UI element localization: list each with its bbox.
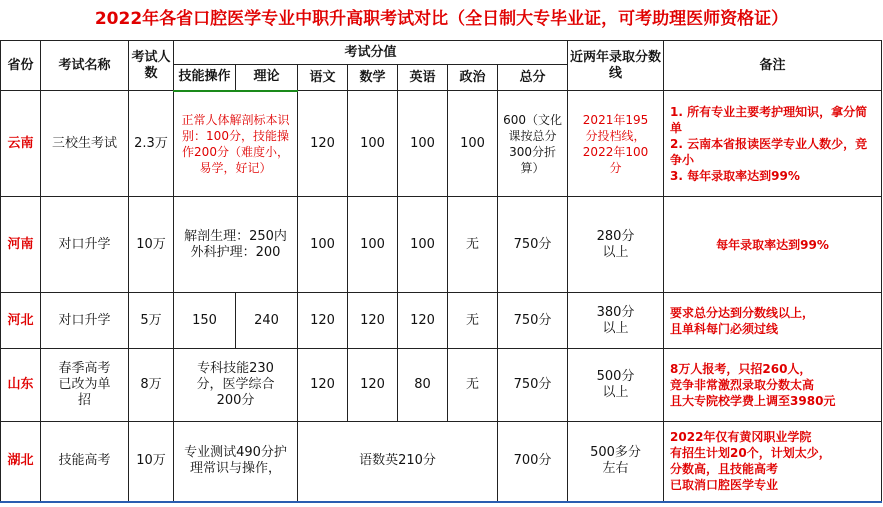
header-candidates: 考试人数 bbox=[129, 41, 174, 91]
note-line: 有招生计划20个，计划太少， bbox=[670, 446, 831, 461]
page-title: 2022年各省口腔医学专业中职升高职考试对比（全日制大专毕业证，可考助理医师资格证） bbox=[94, 9, 789, 29]
skill-theory-cell: 专业测试490分护理常识与操作， bbox=[174, 422, 298, 502]
table-row bbox=[1, 197, 882, 293]
header-province: 省份 bbox=[1, 41, 41, 91]
table-row bbox=[1, 91, 882, 197]
total-cell: 750分 bbox=[498, 349, 568, 422]
province-cell: 河北 bbox=[1, 293, 41, 349]
province-cell: 云南 bbox=[1, 91, 41, 197]
candidates-cell: 2.3万 bbox=[129, 91, 174, 197]
math-cell: 120 bbox=[348, 293, 398, 349]
note-line: 3. 每年录取率达到99% bbox=[670, 168, 800, 183]
english-cell: 120 bbox=[398, 293, 448, 349]
politics-cell: 无 bbox=[448, 349, 498, 422]
theory-cell: 240 bbox=[236, 293, 298, 349]
cutoff-cell: 2021年195分投档线，2022年100分 bbox=[568, 91, 664, 197]
politics-cell: 无 bbox=[448, 293, 498, 349]
total-cell: 750分 bbox=[498, 293, 568, 349]
note-line: 且单科每门必须过线 bbox=[670, 321, 779, 336]
header-row-1 bbox=[1, 41, 882, 65]
province-cell: 山东 bbox=[1, 349, 41, 422]
header-theory: 理论 bbox=[236, 65, 298, 91]
comparison-table bbox=[0, 40, 882, 503]
table-row bbox=[1, 422, 882, 502]
math-cell: 100 bbox=[348, 91, 398, 197]
english-cell: 100 bbox=[398, 197, 448, 293]
math-cell: 100 bbox=[348, 197, 398, 293]
total-cell: 750分 bbox=[498, 197, 568, 293]
header-skill: 技能操作 bbox=[174, 65, 236, 91]
exam-name-cell: 春季高考已改为单招 bbox=[41, 349, 129, 422]
exam-name-cell: 三校生考试 bbox=[41, 91, 129, 197]
table-row bbox=[1, 349, 882, 422]
candidates-cell: 10万 bbox=[129, 422, 174, 502]
subjects-combined-cell: 语数英210分 bbox=[298, 422, 498, 502]
cutoff-cell: 380分以上 bbox=[568, 293, 664, 349]
header-math: 数学 bbox=[348, 65, 398, 91]
note-line: 2022年仅有黄冈职业学院 bbox=[670, 430, 812, 445]
chinese-cell: 120 bbox=[298, 91, 348, 197]
candidates-cell: 5万 bbox=[129, 293, 174, 349]
cutoff-cell: 280分以上 bbox=[568, 197, 664, 293]
header-notes: 备注 bbox=[664, 41, 882, 91]
header-chinese: 语文 bbox=[298, 65, 348, 91]
header-english: 英语 bbox=[398, 65, 448, 91]
notes-cell bbox=[664, 197, 882, 293]
english-cell: 80 bbox=[398, 349, 448, 422]
cutoff-cell: 500多分左右 bbox=[568, 422, 664, 502]
chinese-cell: 120 bbox=[298, 293, 348, 349]
skill-theory-cell: 专科技能230分，医学综合200分 bbox=[174, 349, 298, 422]
notes-cell bbox=[664, 349, 882, 422]
province-cell: 湖北 bbox=[1, 422, 41, 502]
total-cell: 700分 bbox=[498, 422, 568, 502]
header-cutoff: 近两年录取分数线 bbox=[568, 41, 664, 91]
notes-cell bbox=[664, 293, 882, 349]
math-cell: 120 bbox=[348, 349, 398, 422]
cutoff-cell: 500分以上 bbox=[568, 349, 664, 422]
header-exam-name: 考试名称 bbox=[41, 41, 129, 91]
english-cell: 100 bbox=[398, 91, 448, 197]
header-total: 总分 bbox=[498, 65, 568, 91]
candidates-cell: 10万 bbox=[129, 197, 174, 293]
chinese-cell: 100 bbox=[298, 197, 348, 293]
exam-name-cell: 对口升学 bbox=[41, 293, 129, 349]
exam-name-cell: 对口升学 bbox=[41, 197, 129, 293]
header-politics: 政治 bbox=[448, 65, 498, 91]
note-line: 要求总分达到分数线以上， bbox=[670, 305, 815, 320]
skill-cell: 150 bbox=[174, 293, 236, 349]
politics-cell: 无 bbox=[448, 197, 498, 293]
note-line: 竞争非常激烈录取分数太高 bbox=[670, 378, 815, 392]
note-line: 分数高，且技能高考 bbox=[670, 462, 779, 477]
header-score-group: 考试分值 bbox=[174, 41, 568, 65]
exam-name-cell: 技能高考 bbox=[41, 422, 129, 502]
notes-cell bbox=[664, 422, 882, 502]
note-line: 每年录取率达到99% bbox=[716, 237, 829, 252]
notes-cell bbox=[664, 91, 882, 197]
note-line: 8万人报考，只招260人， bbox=[670, 362, 812, 376]
note-line: 已取消口腔医学专业 bbox=[670, 478, 779, 493]
province-cell: 河南 bbox=[1, 197, 41, 293]
note-line: 且大专院校学费上调至3980元 bbox=[670, 394, 836, 408]
chinese-cell: 120 bbox=[298, 349, 348, 422]
politics-cell: 100 bbox=[448, 91, 498, 197]
skill-theory-cell: 解剖生理：250内外科护理：200 bbox=[174, 197, 298, 293]
note-line: 2. 云南本省报读医学专业人数少，竞争小 bbox=[670, 136, 868, 167]
skill-theory-cell: 正常人体解剖标本识别：100分，技能操作200分（难度小，易学，好记） bbox=[174, 91, 298, 197]
note-line: 1. 所有专业主要考护理知识，拿分简单 bbox=[670, 104, 868, 135]
candidates-cell: 8万 bbox=[129, 349, 174, 422]
table-row bbox=[1, 293, 882, 349]
total-cell: 600（文化课按总分300分折算） bbox=[498, 91, 568, 197]
